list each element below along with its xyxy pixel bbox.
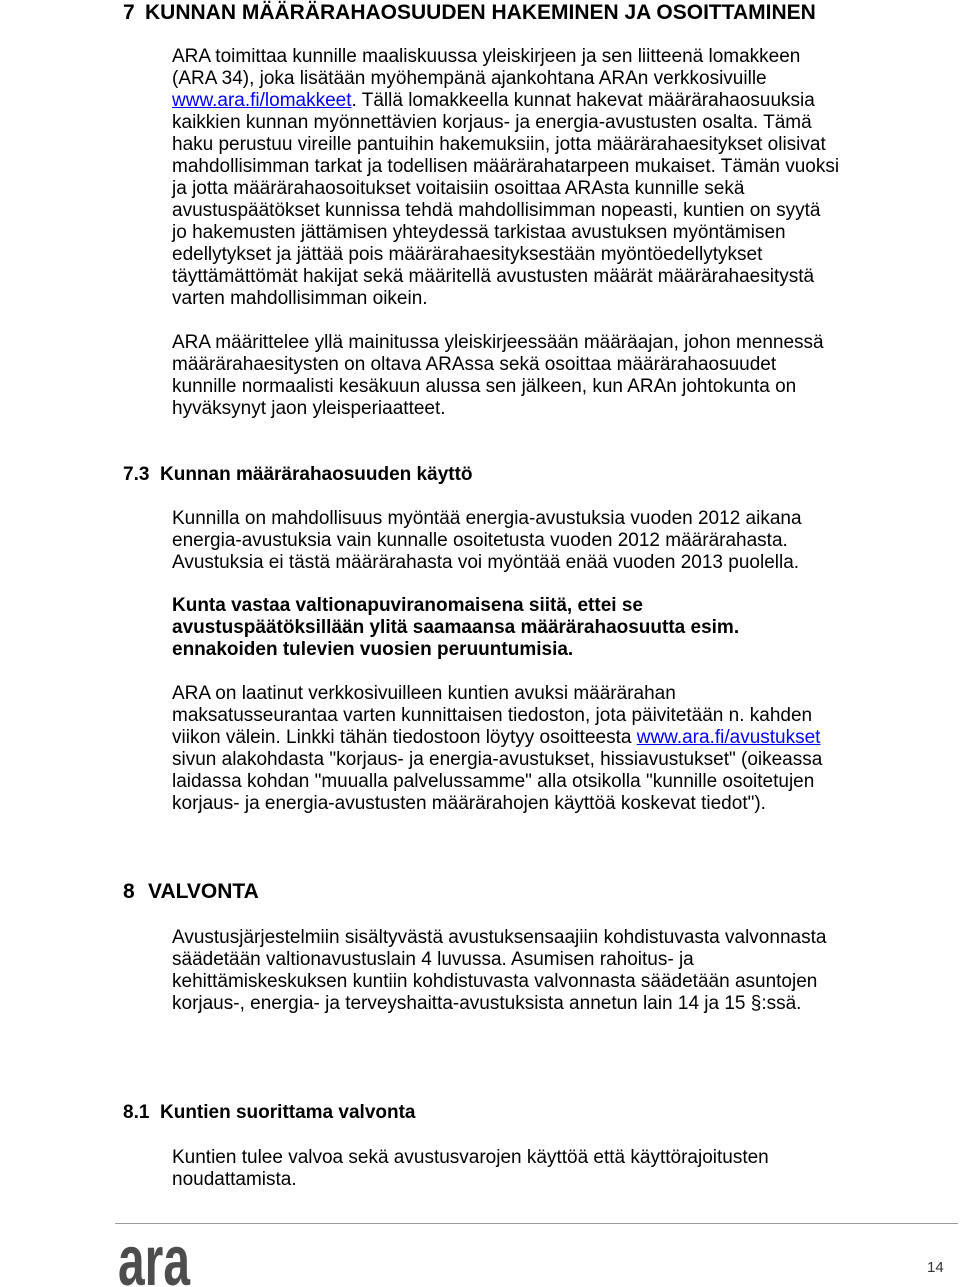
avustukset-link[interactable]: www.ara.fi/avustukset	[636, 727, 821, 748]
line-text: . Tällä lomakkeella kunnat hakevat määrärahaosuuksia	[351, 90, 815, 111]
section-7-heading	[123, 1, 816, 25]
paragraph-line	[172, 90, 839, 112]
ara-logo-text: ara	[118, 1241, 192, 1287]
section-title: VALVONTA	[148, 880, 259, 903]
paragraph-line: mahdollisimman tarkat ja todellisen määrärahatarpeen mukaiset. Tämän vuoksi	[172, 156, 840, 177]
section-8-paragraph-1	[172, 927, 826, 1015]
paragraph-line: Kunnilla on mahdollisuus myöntää energia-avustuksia vuoden 2012 aikana	[172, 508, 802, 529]
ara-logo	[116, 1241, 196, 1287]
paragraph-line: säädetään valtionavustuslain 4 luvussa. Asumisen rahoitus- ja	[172, 949, 694, 970]
paragraph-line	[172, 727, 822, 749]
paragraph-line: haku perustuu vireille pantuihin hakemuksiin, jotta määrärahaesitykset olisivat	[172, 134, 826, 155]
section-title: Kunnan määrärahaosuuden käyttö	[160, 464, 473, 485]
section-number: 7	[123, 1, 135, 24]
section-title: Kuntien suorittama valvonta	[160, 1102, 416, 1123]
section-7-3-paragraph-1	[172, 508, 802, 574]
paragraph-line: Avustusjärjestelmiin sisältyvästä avustuksensaajiin kohdistuvasta valvonnasta	[172, 927, 827, 948]
paragraph-line: täyttämättömät hakijat sekä määritellä avustusten määrät määrärahaesitystä	[172, 266, 815, 287]
section-8-1-heading	[123, 1102, 416, 1124]
paragraph-line: noudattamista.	[172, 1169, 297, 1190]
paragraph-line: Avustuksia ei tästä määrärahasta voi myöntää enää vuoden 2013 puolella.	[172, 552, 800, 573]
paragraph-line: avustuspäätökset kunnissa tehdä mahdollisimman nopeasti, kuntien on syytä	[172, 200, 821, 221]
paragraph-line: Kuntien tulee valvoa sekä avustusvarojen käyttöä että käyttörajoitusten	[172, 1147, 769, 1168]
paragraph-line: varten mahdollisimman oikein.	[172, 288, 428, 309]
paragraph-line: Kunta vastaa valtionapuviranomaisena siitä, ettei se	[172, 595, 643, 616]
page-number: 14	[927, 1259, 944, 1276]
section-7-paragraph-2	[172, 332, 824, 420]
paragraph-line: jo hakemusten jättämisen yhteydessä tarkistaa avustuksen myöntämisen	[172, 222, 786, 243]
paragraph-line: määrärahaesitysten on oltava ARAssa sekä osoittaa määrärahaosuudet	[172, 354, 777, 375]
paragraph-line: energia-avustuksia vain kunnalle osoitetusta vuoden 2012 määrärahasta.	[172, 530, 788, 551]
paragraph-line: maksatusseurantaa varten kunnittaisen tiedoston, jota päivitetään n. kahden	[172, 705, 813, 726]
paragraph-line: (ARA 34), joka lisätään myöhempänä ajankohtana ARAn verkkosivuille	[172, 68, 767, 89]
line-text: viikon välein. Linkki tähän tiedostoon löytyy osoitteesta	[172, 727, 637, 748]
paragraph-line: korjaus-, energia- ja terveyshaitta-avustuksista annetun lain 14 ja 15 §:ssä.	[172, 993, 802, 1014]
paragraph-line: ja jotta määrärahaosoitukset voitaisiin osoittaa ARAsta kunnille sekä	[172, 178, 745, 199]
section-title: KUNNAN MÄÄRÄRAHAOSUUDEN HAKEMINEN JA OSOITTAMINEN	[145, 1, 816, 24]
paragraph-line: sivun alakohdasta "korjaus- ja energia-avustukset, hissiavustukset" (oikeassa	[172, 749, 823, 770]
paragraph-line: ARA määrittelee yllä mainitussa yleiskirjeessään määräajan, johon mennessä	[172, 332, 824, 353]
paragraph-line: kaikkien kunnan myönnettävien korjaus- ja energia-avustusten osalta. Tämä	[172, 112, 812, 133]
section-7-3-bold-paragraph	[172, 595, 739, 661]
section-number: 8.1	[123, 1102, 150, 1123]
paragraph-line: ARA on laatinut verkkosivuilleen kuntien avuksi määrärahan	[172, 683, 676, 704]
section-number: 7.3	[123, 464, 150, 485]
paragraph-line: edellytykset ja jättää pois määrärahaesityksestään myöntöedellytykset	[172, 244, 763, 265]
paragraph-line: korjaus- ja energia-avustusten määrärahojen käyttöä koskevat tiedot").	[172, 793, 766, 814]
paragraph-line: ARA toimittaa kunnille maaliskuussa yleiskirjeen ja sen liitteenä lomakkeen	[172, 46, 801, 67]
section-7-3-heading	[123, 464, 473, 486]
paragraph-line: avustuspäätöksillään ylitä saamaansa määrärahaosuutta esim.	[172, 617, 740, 638]
lomakkeet-link[interactable]: www.ara.fi/lomakkeet	[172, 90, 352, 111]
section-7-3-paragraph-3	[172, 683, 822, 815]
footer-rule	[115, 1223, 958, 1224]
paragraph-line: laidassa kohdan "muualla palvelussamme" alla otsikolla "kunnille osoitetujen	[172, 771, 815, 792]
section-8-1-paragraph-1	[172, 1147, 769, 1191]
section-number: 8	[123, 880, 135, 903]
section-8-heading	[123, 880, 259, 904]
paragraph-line: kunnille normaalisti kesäkuun alussa sen jälkeen, kun ARAn johtokunta on	[172, 376, 797, 397]
section-7-paragraph-1	[172, 46, 839, 310]
paragraph-line: hyväksynyt jaon yleisperiaatteet.	[172, 398, 446, 419]
paragraph-line: ennakoiden tulevien vuosien peruuntumisia.	[172, 639, 574, 660]
paragraph-line: kehittämiskeskuksen kuntiin kohdistuvasta valvonnasta säädetään asuntojen	[172, 971, 818, 992]
